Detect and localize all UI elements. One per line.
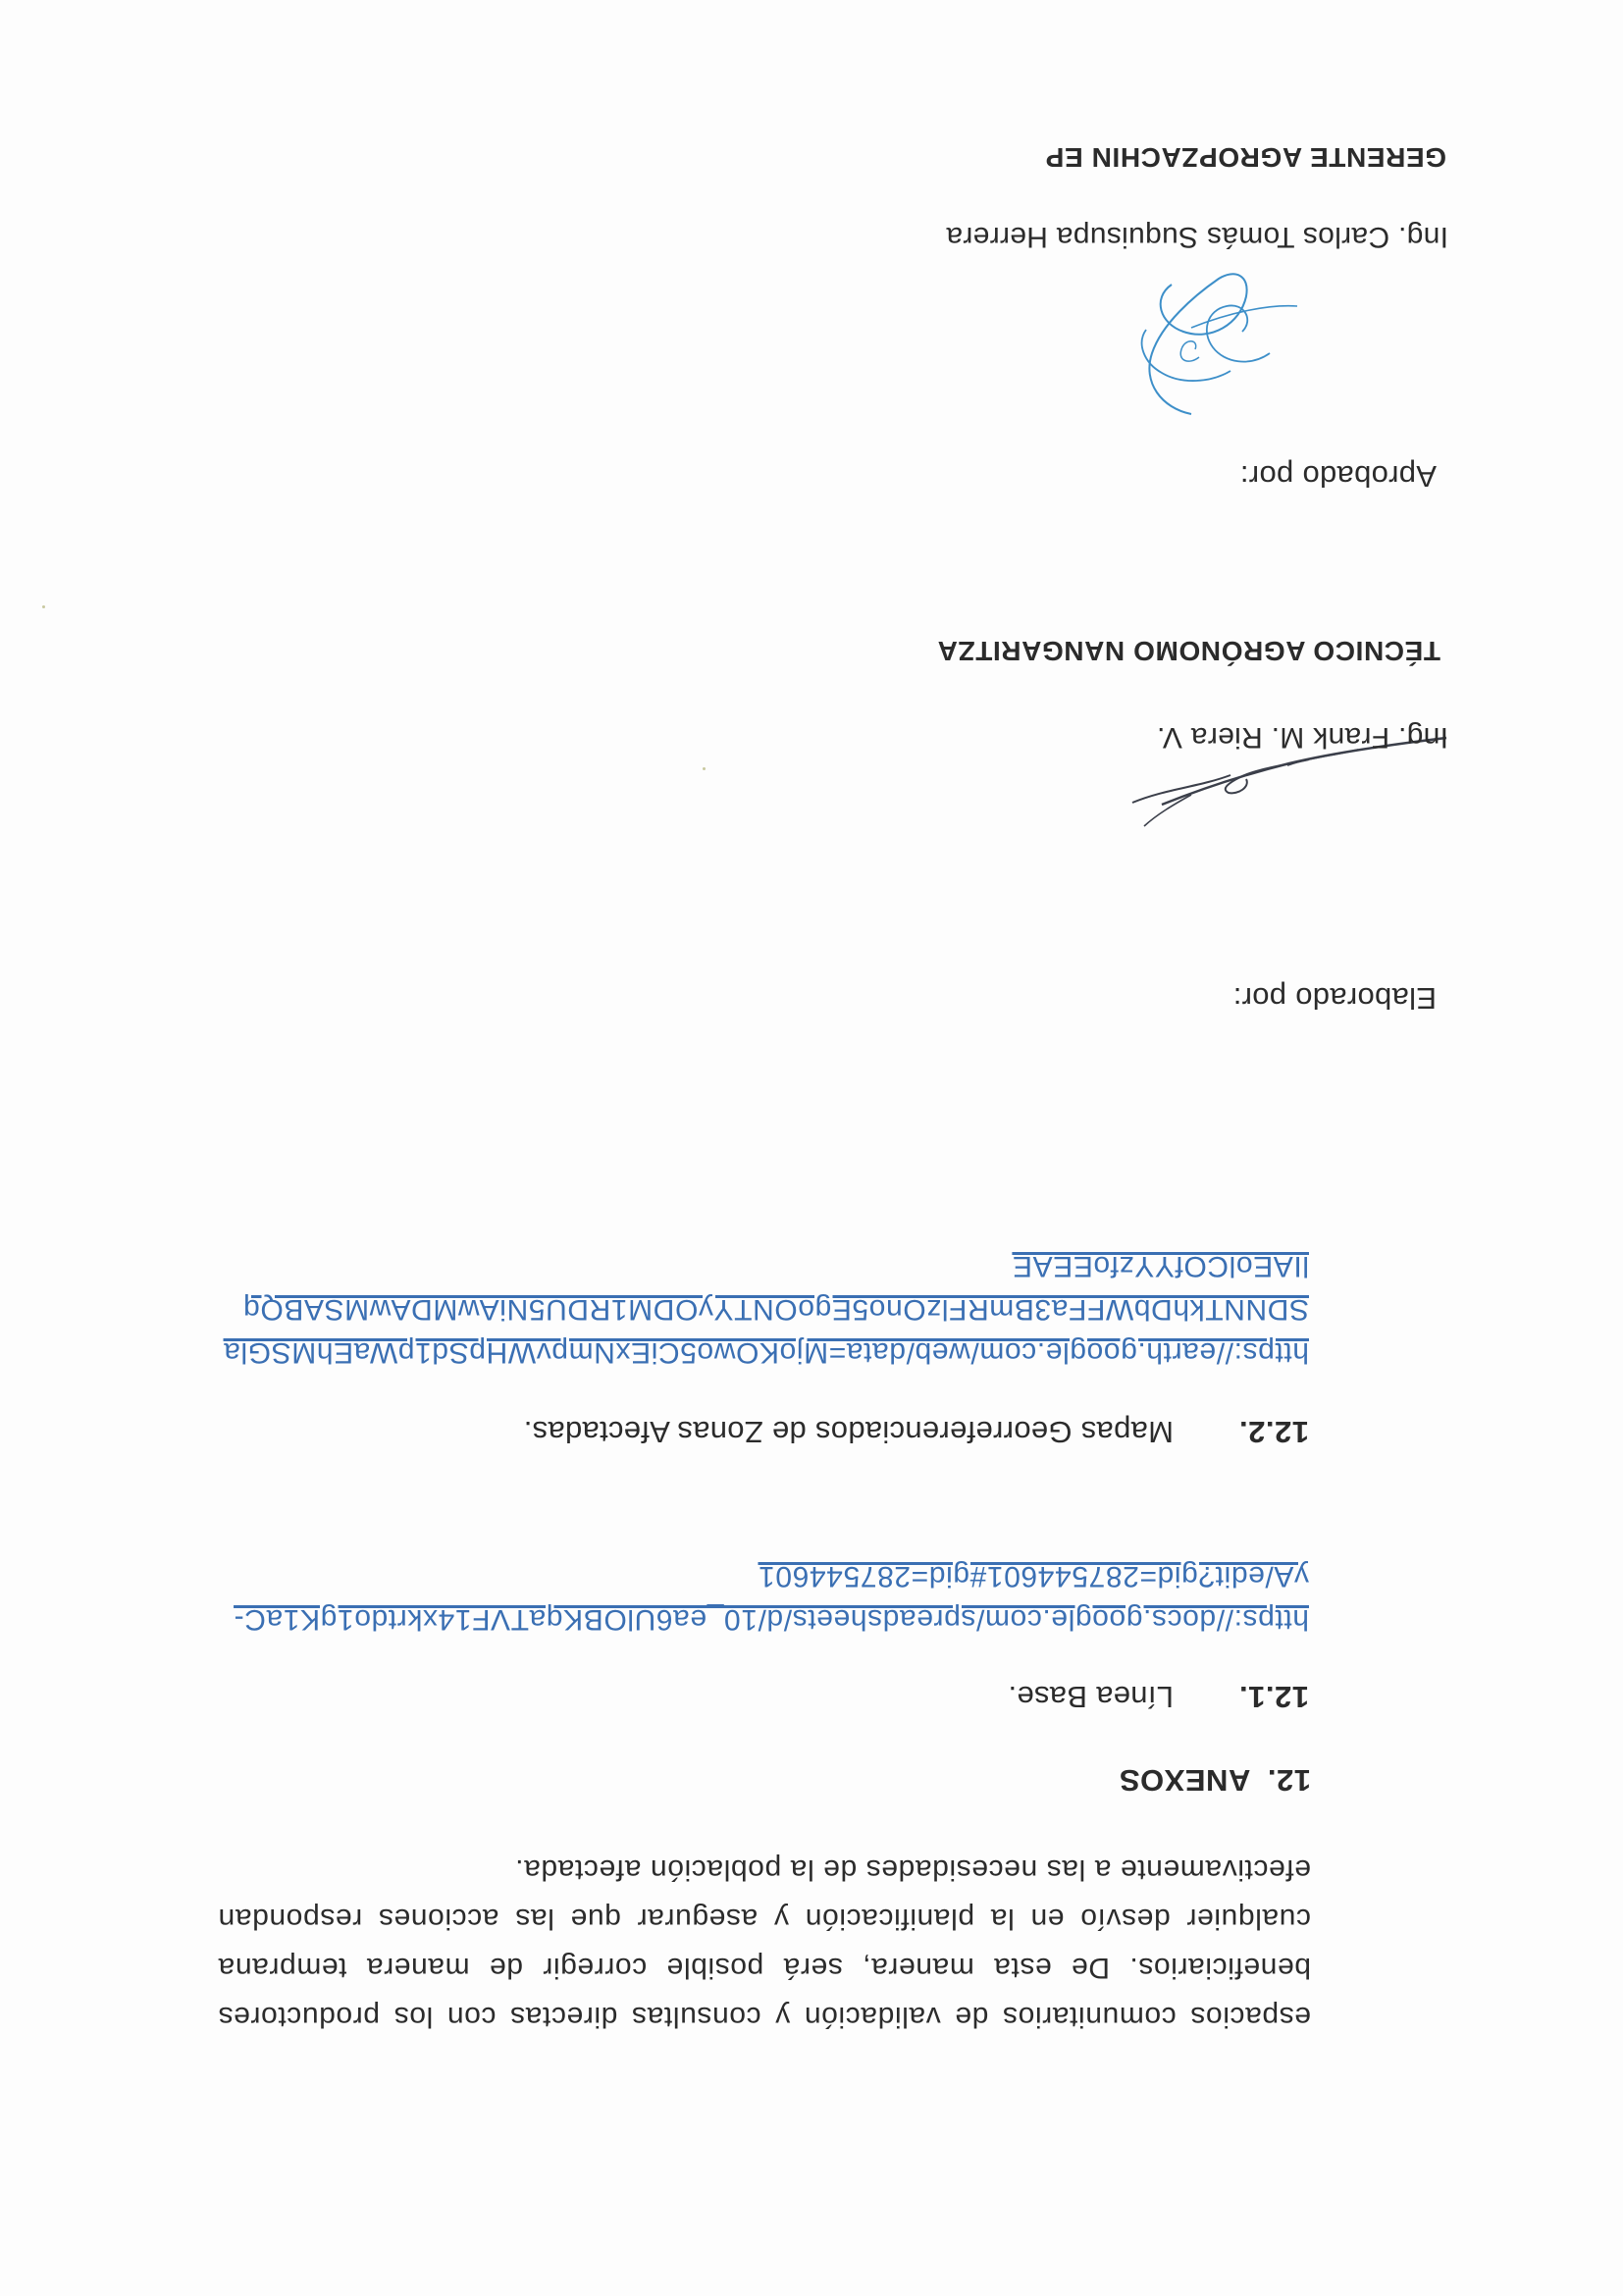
scan-speck bbox=[703, 767, 706, 770]
baseline-link[interactable] bbox=[220, 1554, 1309, 1641]
signer-1-role: TÉCNICO AGRÓNOMO NANGARITZA bbox=[937, 636, 1440, 666]
closing-paragraph: espacios comunitarios de validación y consultas directas con los productores beneficiarios. De esta manera, será posible corregir de manera temprana cualquier desvío en la planificación y asegurar que las acciones respondan efectivamente a las necesidades de la población afectada. bbox=[218, 1853, 1311, 2033]
subsection-number-2: 12.2. bbox=[1238, 1415, 1309, 1449]
signer-2-name: Ing. Carlos Tomás Suquisupa Herrera bbox=[946, 221, 1448, 253]
approved-by-label: Aprobado por: bbox=[1239, 459, 1437, 494]
section-number: 12. bbox=[1267, 1763, 1311, 1798]
signer-2-role: GERENTE AGROPZACHIN EP bbox=[1045, 142, 1446, 173]
subsection-number-1: 12.1. bbox=[1238, 1680, 1309, 1714]
signature-2-image bbox=[1093, 265, 1309, 422]
maps-link[interactable] bbox=[220, 1244, 1309, 1374]
scan-speck bbox=[42, 605, 45, 608]
maps-link-line-1[interactable]: https://earth.google.com/web/data=MjoKOwo5CiExNmpvWHpSd1pWaEhMSGla bbox=[223, 1336, 1309, 1369]
signer-1-name: Ing. Frank M. Riera V. bbox=[1156, 721, 1448, 754]
maps-link-line-3[interactable]: lIAEolCOfYYzfoEEAE bbox=[1012, 1250, 1309, 1282]
maps-link-line-2[interactable]: SDNNTkhDbWFFa3BmRFlzOno5EgoONTYyODM1RDU5NiAwMDAwMSABQq bbox=[242, 1293, 1309, 1326]
section-title: ANEXOS bbox=[1119, 1763, 1251, 1798]
baseline-link-line-2[interactable]: yA/edit?gid=287544601#gid=287544601 bbox=[758, 1560, 1309, 1592]
section-heading bbox=[1119, 1762, 1311, 1798]
prepared-by-label: Elaborado por: bbox=[1232, 981, 1437, 1016]
subsection-title-2: Mapas Georreferenciados de Zonas Afectadas. bbox=[523, 1415, 1174, 1449]
baseline-link-line-1[interactable]: https://docs.google.com/spreadsheets/d/10_ea6UlOBKqaTVF14xkrtdo1gK1aC- bbox=[234, 1603, 1309, 1636]
subsection-title-1: Línea Base. bbox=[1008, 1680, 1174, 1714]
